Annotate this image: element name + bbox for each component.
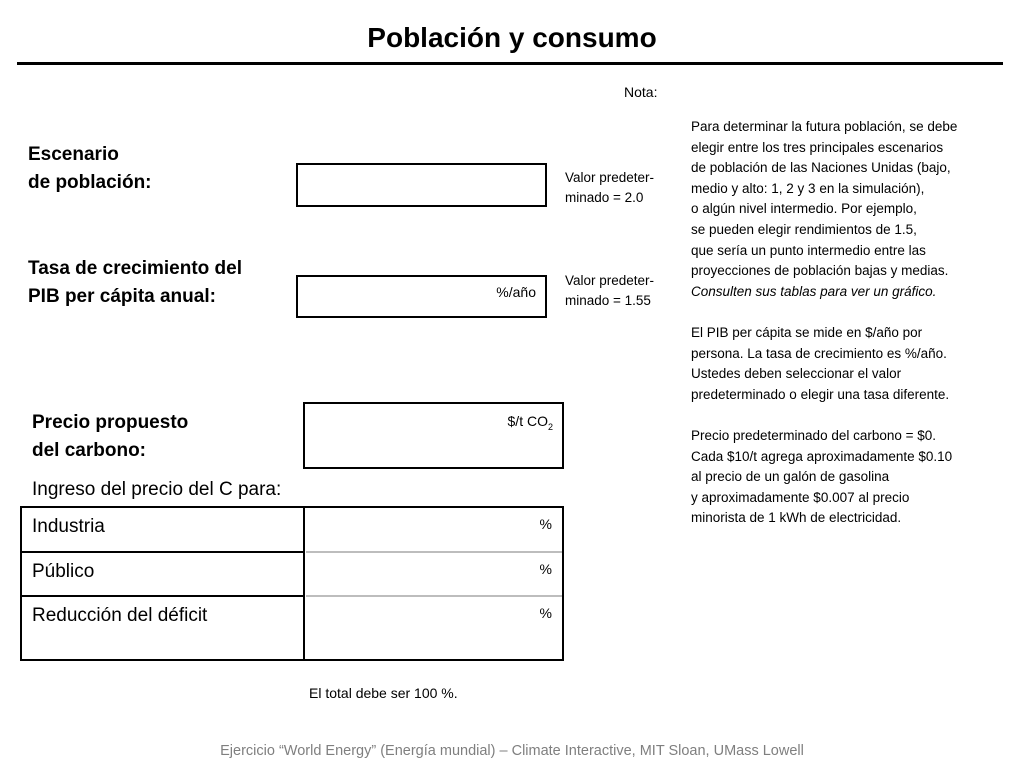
notes-line: Cada $10/t agrega aproximadamente $0.10 [691,448,953,464]
gdp-growth-label-line1: Tasa de crecimiento del [28,258,243,279]
gdp-growth-input[interactable] [296,275,547,318]
allocation-deficit-input[interactable] [306,597,562,659]
notes-line: medio y alto: 1, 2 y 3 en la simulación), [691,180,925,196]
gdp-default-line2: minado = 1.55 [565,293,651,308]
carbon-unit-main: $/t CO [507,413,548,429]
notes-italic-hint: Consulten sus tablas para ver un gráfico. [691,283,937,299]
notes-line: persona. La tasa de crecimiento es %/año. [691,345,947,361]
notes-gdp-paragraph [691,323,1011,405]
population-default-note [565,168,654,208]
allocation-publico-input[interactable] [306,553,562,596]
allocation-percent-unit: % [539,605,552,621]
footer-credit: Ejercicio “World Energy” (Energía mundial) – Climate Interactive, MIT Sloan, UMass Lowell [220,743,804,759]
allocation-percent-unit: % [539,561,552,577]
notes-panel [691,117,1011,549]
page-title: Población y consumo [367,22,657,53]
allocation-heading: Ingreso del precio del C para: [32,479,282,500]
carbon-price-unit [508,413,553,432]
population-default-line2: minado = 2.0 [565,190,644,205]
gdp-growth-unit: %/año [496,284,536,300]
notes-line: y aproximadamente $0.007 al precio [691,489,910,505]
notes-line: al precio de un galón de gasolina [691,469,890,485]
carbon-price-input[interactable] [303,402,564,469]
gdp-default-note [565,271,654,311]
population-default-line1: Valor predeter- [565,170,655,185]
notes-population-paragraph [691,117,1011,302]
allocation-row-label: Industria [32,516,105,537]
gdp-default-line1: Valor predeter- [565,273,655,288]
allocation-percent-unit: % [539,516,552,532]
notes-line: Precio predeterminado del carbono = $0. [691,427,937,443]
title-divider [17,62,1003,65]
notes-line: minorista de 1 kWh de electricidad. [691,510,902,526]
population-label [28,141,152,197]
allocation-table [20,506,564,661]
allocation-industria-input[interactable] [306,508,562,552]
allocation-row-label: Público [32,561,95,582]
carbon-price-label-line2: del carbono: [32,440,147,461]
notes-line: El PIB per cápita se mide en $/año por [691,324,923,340]
notes-carbon-paragraph [691,426,1011,529]
notes-line: predeterminado o elegir una tasa diferente. [691,386,950,402]
carbon-unit-sub: 2 [547,421,553,432]
notes-line: se pueden elegir rendimientos de 1.5, [691,221,917,237]
notes-line: Ustedes deben seleccionar el valor [691,366,902,382]
notes-line: que sería un punto intermedio entre las [691,242,926,258]
allocation-row-deficit [22,597,562,659]
notes-line: Para determinar la futura población, se debe [691,119,958,134]
gdp-growth-label-line2: PIB per cápita anual: [28,286,216,307]
notes-line: elegir entre los tres principales escenarios [691,139,944,155]
allocation-row-industria [22,508,562,552]
notes-line: o algún nivel intermedio. Por ejemplo, [691,201,917,217]
allocation-row-label: Reducción del déficit [32,605,208,626]
carbon-price-label [32,409,188,465]
population-label-line1: Escenario [28,144,119,165]
nota-label: Nota: [624,84,658,100]
population-label-line2: de población: [28,172,152,193]
population-scenario-input[interactable] [296,163,547,207]
notes-line: proyecciones de población bajas y medias. [691,263,949,279]
gdp-growth-label [28,255,242,311]
notes-line: de población de las Naciones Unidas (bajo, [691,160,951,176]
carbon-price-label-line1: Precio propuesto [32,412,189,433]
total-note: El total debe ser 100 %. [309,685,458,701]
allocation-row-publico [22,553,562,596]
